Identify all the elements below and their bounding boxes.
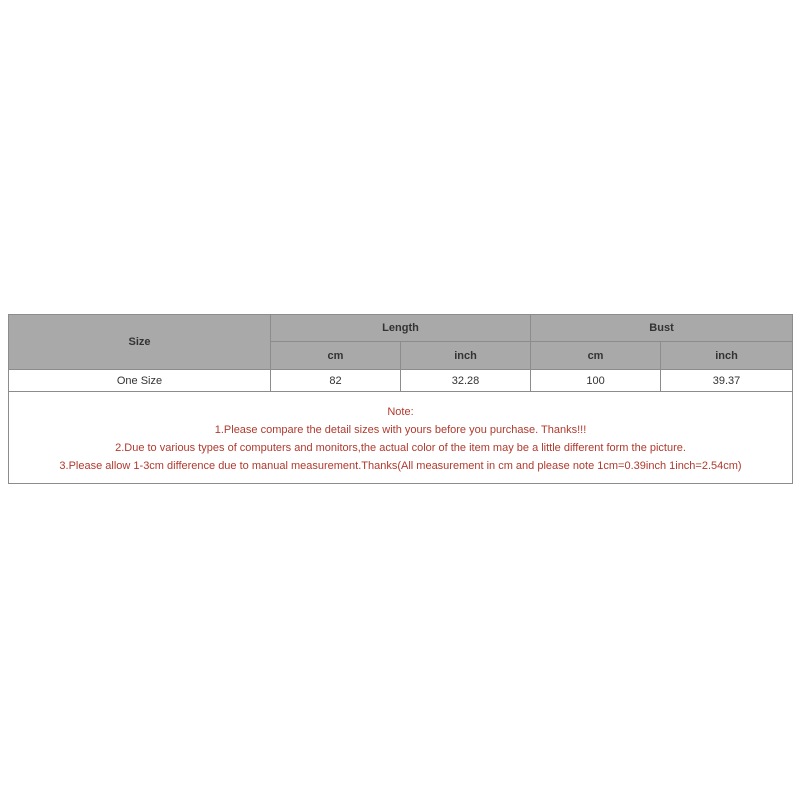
cell-length-cm: 82 — [271, 370, 401, 392]
header-length-inch: inch — [401, 342, 531, 370]
header-length-cm: cm — [271, 342, 401, 370]
header-bust-inch: inch — [661, 342, 793, 370]
header-size: Size — [9, 315, 271, 370]
cell-bust-inch: 39.37 — [661, 370, 793, 392]
note-title: Note: — [387, 405, 414, 418]
note-line-2: 2.Due to various types of computers and monitors,the actual color of the item may be a little different form the picture. — [115, 441, 686, 454]
header-bust: Bust — [531, 315, 793, 342]
cell-size: One Size — [9, 370, 271, 392]
cell-bust-cm: 100 — [531, 370, 661, 392]
header-length: Length — [271, 315, 531, 342]
note-line-1: 1.Please compare the detail sizes with yours before you purchase. Thanks!!! — [214, 423, 587, 436]
note-line-3: 3.Please allow 1-3cm difference due to manual measurement.Thanks(All measurement in cm and please note 1cm=0.39inch 1inch=2.54cm) — [59, 459, 742, 472]
notes-cell — [9, 392, 793, 484]
size-chart-table — [8, 314, 793, 484]
cell-length-inch: 32.28 — [401, 370, 531, 392]
header-bust-cm: cm — [531, 342, 661, 370]
table-row — [9, 370, 793, 392]
